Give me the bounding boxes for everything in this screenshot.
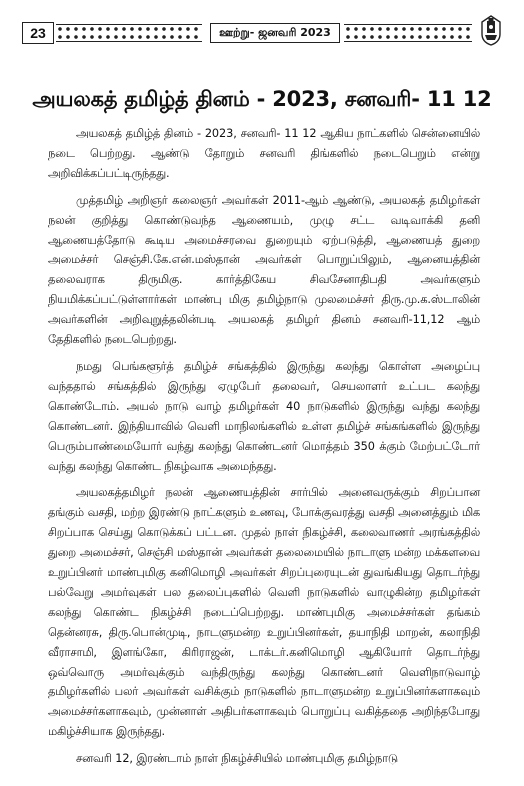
- issue-title: ஊற்று- ஜனவரி 2023: [210, 23, 340, 43]
- paragraph-5: சனவரி 12, இரண்டாம் நாள் நிகழ்ச்சியில் மாண்புமிகு தமிழ்நாடு: [76, 752, 398, 766]
- emblem-icon: [476, 14, 506, 46]
- paragraph-3: நமது பெங்களூர்த் தமிழ்ச் சங்கத்தில் இருந்து கலந்து கொள்ள அழைப்பு வந்ததால் சங்கத்தில் இருந்து ஏழுபேர் தலைவர், செயலாளர் உட்பட கலந்து கொண்டோம். அயல் நாடு வாழ் தமிழர்கள் 40 நாடுகளில் இருந்து வந்து கலந்து கொண்டனர். இந்தியாவில் வெளி மாநிலங்களில் உள்ள தமிழ்ச் சங்கங்களில் இருந்து பெரும்பாண்மையோர் வந்து கலந்து கொண்டனர் மொத்தம் 350 க்கும் மேற்பட்டோர் வந்து கலந்து கொண்ட நிகழ்வாக அமைந்தது.: [48, 359, 480, 473]
- article-title: அயலகத் தமிழ்த் தினம் - 2023, சனவரி- 11 12: [32, 87, 492, 111]
- page-header: [14, 14, 510, 48]
- paragraph-4: அயலகத்தமிழர் நலன் ஆணையத்தின் சார்பில் அனைவருக்கும் சிறப்பான தங்கும் வசதி, மற்ற இரண்டு நாட்களும் உணவு, போக்குவரத்து வசதி அனைத்தும் மிக சிறப்பாக செய்து கொடுக்கப் பட்டன. முதல் நாள் நிகழ்ச்சி, கலைவாணர் அரங்கத்தில் துறை அமைச்சர், செஞ்சி மஸ்தான் அவர்கள் தலைமையில் நாடாளு மன்ற மக்களவை உறுப்பினர் மாண்புமிகு கனிமொழி அவர்கள் சிறப்புரையுடன் துவங்கியது தொடர்ந்து பல்வேறு அமர்வுகள் பல தலைப்புகளில் வெளி நாடுகளில் வாழுகின்ற தமிழர்கள் கலந்து கொண்ட நிகழ்ச்சி நடைப்பெற்றது. மாண்புமிகு அமைச்சர்கள் தங்கம் தென்னரசு, திரு.பொன்முடி, நாடளுமன்ற உறுப்பினர்கள், தயாநிதி மாறன், கலாநிதி வீராசாமி, இளங்கோ, கிரிராஜன், டாக்டர்.கனிமொழி ஆகியோர் தொடர்ந்து ஒவ்வொரு அமர்வுக்கும் வந்திருந்து கலந்து கொண்டனர் வெளிநாடுவாழ் தமிழர்களில் பலர் அவர்கள் வசிக்கும் நாடுகளில் நாடாளுமன்ற உறுப்பினர்களாகவும் அமைச்சர்களாகவும், முன்னாள் அதிபர்களாகவும் பொறுப்பு வகித்ததை அறிந்தபோது மகிழ்ச்சியாக இருந்தது.: [48, 486, 480, 739]
- page-number: 23: [22, 22, 54, 44]
- paragraph-2: முத்தமிழ் அறிஞர் கலைஞர் அவர்கள் 2011-ஆம் ஆண்டு, அயலகத் தமிழர்கள் நலன் குறித்து கொண்டுவந்த ஆணையம், முழு சட்ட வடிவாக்கி தனி ஆணையத்தோடு கூடிய அமைச்சரவை துறையும் ஏற்படுத்தி, ஆணையத் துறை அமைச்சர் செஞ்சி.கே.என்.மஸ்தான் அவர்கள் பொறுப்பிலும், ஆனையத்தின் தலைவராக திருமிகு. கார்த்திகேய சிவசேனாதிபதி அவர்களும் நியமிக்கப்பட்டுள்ளார்கள் மாண்பு மிகு தமிழ்நாடு முலமைச்சர் திரு.மு.க.ஸ்டாலின் அவர்களின் அறிவுறுத்தலின்படி அயலகத் தமிழர் தினம் சனவரி-11,12 ஆம் தேதிகளில் நடைபெற்றது.: [48, 193, 480, 347]
- article-body: [48, 124, 480, 776]
- decorative-border-left: [56, 24, 202, 42]
- decorative-border-right: [344, 24, 472, 42]
- paragraph-1: அயலகத் தமிழ்த் தினம் - 2023, சனவரி- 11 12 ஆகிய நாட்களில் சென்னையில் நடை பெற்றது. ஆண்டு தோறும் சனவரி திங்களில் நடைபெறும் என்று அறிவிக்கப்பட்டிருந்தது.: [48, 127, 480, 180]
